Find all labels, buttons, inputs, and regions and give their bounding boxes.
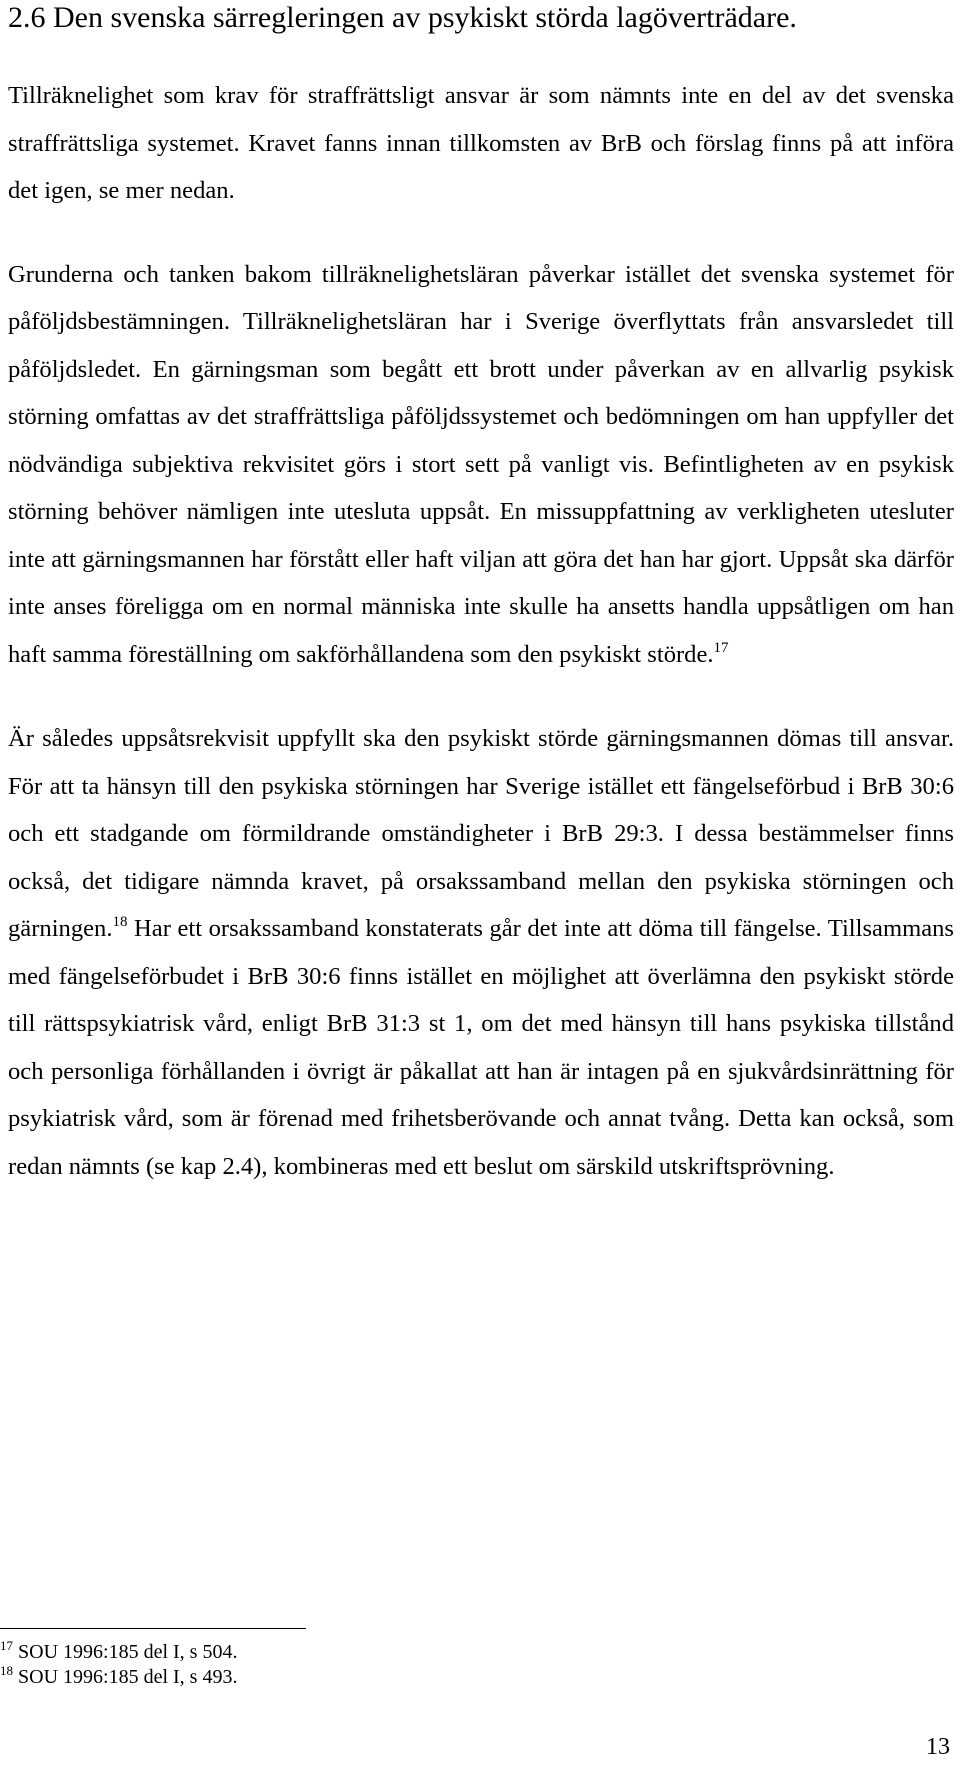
paragraph-3-text-b: Har ett orsakssamband konstaterats går det inte att döma till fängelse. Tillsammans med fängelseförbudet i BrB 30:6 finns istället en möjlighet att överlämna den psykiskt störde till rättspsykiatrisk vård, enligt BrB 31:3 st 1, om det med hänsyn till hans psykiska tillstånd och personliga förhållanden i övrigt är påkallat att han är intagen på en sjukvårdsinrättning för psykiatrisk vård, som är förenad med frihetsberövande och annat tvång. Detta kan också, som redan nämnts (se kap 2.4), kombineras med ett beslut om särskild utskriftsprövning. [8,915,954,1180]
footnote-17 [0,1640,237,1665]
paragraph-1: Tillräknelighet som krav för straffrättsligt ansvar är som nämnts inte en del av det svenska straffrättsliga systemet. Kravet fanns innan tillkomsten av BrB och förslag finns på att införa det igen, se mer nedan. [8,82,954,204]
section-heading: 2.6 Den svenska särregleringen av psykiskt störda lagöverträdare. [8,1,797,34]
footnote-reference-17: 17 [713,639,729,656]
footnote-separator [0,1628,306,1629]
footnote-number: 17 [0,1638,13,1653]
paragraph-2-text: Grunderna och tanken bakom tillräknelighetsläran påverkar istället det svenska systemet för påföljdsbestämningen. Tillräknelighetsläran har i Sverige överflyttats från ansvarsledet till påföljdsledet. En gärningsman som begått ett brott under påverkan av en allvarlig psykisk störning omfattas av det straffrättsliga påföljdssystemet och bedömningen om han uppfyller det nödvändiga subjektiva rekvisitet görs i stort sett på vanligt vis. Befintligheten av en psykisk störning behöver nämligen inte utesluta uppsåt. En missuppfattning av verkligheten utesluter inte att gärningsmannen har förstått eller haft viljan att göra det han har gjort. Uppsåt ska därför inte anses föreligga om en normal människa inte skulle ha ansetts handla uppsåtligen om han haft samma föreställning om sakförhållandena som den psykiskt störde. [8,260,954,668]
footnote-18 [0,1665,237,1690]
page-number: 13 [926,1734,950,1760]
paragraph-3 [8,715,954,1190]
paragraph-3-text-a: Är således uppsåtsrekvisit uppfyllt ska den psykiskt störde gärningsmannen dömas till ansvar. För att ta hänsyn till den psykiska störningen har Sverige istället ett fängelseförbud i BrB 30:6 och ett stadgande om förmildrande omständigheter i BrB 29:3. I dessa bestämmelser finns också, det tidigare nämnda kravet, på orsakssamband mellan den psykiska störningen och gärningen. [8,725,954,942]
footnotes [0,1640,237,1690]
footnote-reference-18: 18 [112,914,128,930]
document-page [8,0,954,1190]
footnote-number: 18 [0,1663,13,1678]
footnote-text: SOU 1996:185 del I, s 504. [18,1641,238,1663]
paragraph-2 [8,251,954,679]
footnote-text: SOU 1996:185 del I, s 493. [18,1666,238,1688]
